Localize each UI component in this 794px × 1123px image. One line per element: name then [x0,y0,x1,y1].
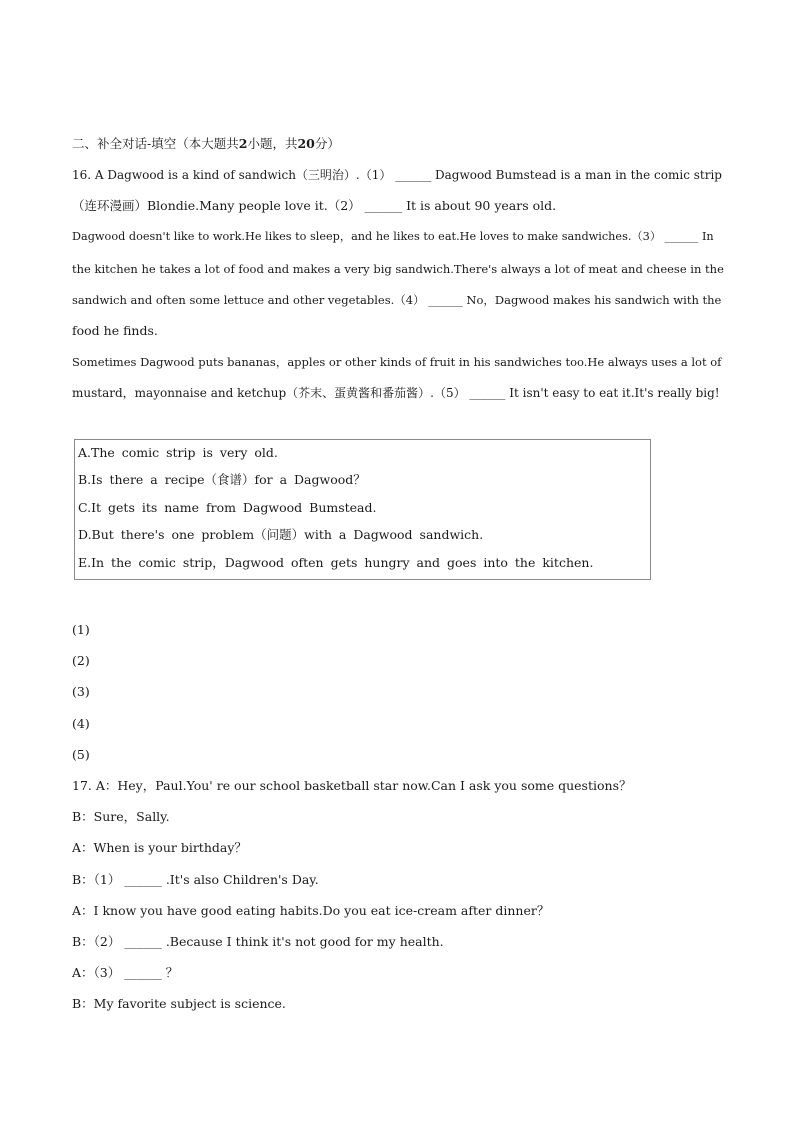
options-box [74,439,651,580]
option-b: B.Is there a recipe（食谱）for a Dagwood？ [78,472,366,487]
answer-slot-1: (1) [72,622,90,637]
option-d: D.But there's one problem（问题）with a Dagwood sandwich. [78,527,484,542]
passage-line: （连环漫画）Blondie.Many people love it.（2） ______ It is about 90 years old. [72,198,557,213]
dialogue-line: B：（2） ______ .Because I think it's not good for my health. [72,934,444,949]
section-heading: 二、补全对话-填空（本大题共2小题，共20分） [72,136,340,151]
answer-slot-3: (3) [72,684,90,699]
dialogue-line: A：I know you have good eating habits.Do you eat ice-cream after dinner？ [72,903,550,918]
passage-line: Dagwood doesn't like to work.He likes to sleep，and he likes to eat.He loves to make sandwiches.（3） ______ In [72,230,714,243]
option-a: A.The comic strip is very old. [78,445,278,460]
dialogue-line: A：When is your birthday？ [72,840,247,855]
dialogue-line: B：My favorite subject is science. [72,996,286,1011]
passage-line: the kitchen he takes a lot of food and makes a very big sandwich.There's always a lot of meat and cheese in the [72,262,724,276]
passage-line: sandwich and often some lettuce and other vegetables.（4） ______ No，Dagwood makes his sandwich with the [72,293,722,307]
passage-line: 16. A Dagwood is a kind of sandwich（三明治）.（1） ______ Dagwood Bumstead is a man in the comic strip [72,168,722,182]
answer-slot-4: (4) [72,716,90,731]
option-e: E.In the comic strip，Dagwood often gets hungry and goes into the kitchen. [78,555,594,570]
passage-line: food he finds. [72,323,158,338]
passage-line: Sometimes Dagwood puts bananas，apples or other kinds of fruit in his sandwiches too.He always uses a lot of [72,355,722,369]
dialogue-line: 17. A：Hey，Paul.You' re our school basketball star now.Can I ask you some questions？ [72,778,632,793]
answer-slot-2: (2) [72,653,90,668]
question-count: 2 [238,136,248,151]
score-total: 20 [297,136,315,151]
option-c: C.It gets its name from Dagwood Bumstead. [78,500,377,515]
answer-slot-5: (5) [72,747,90,762]
dialogue-line: A：（3） ______ ？ [72,965,179,980]
passage-line: mustard，mayonnaise and ketchup（芥末、蛋黄酱和番茄酱）.（5） ______ It isn't easy to eat it.It's really big! [72,386,720,400]
dialogue-line: B：Sure，Sally. [72,809,170,824]
dialogue-line: B：（1） ______ .It's also Children's Day. [72,872,319,887]
